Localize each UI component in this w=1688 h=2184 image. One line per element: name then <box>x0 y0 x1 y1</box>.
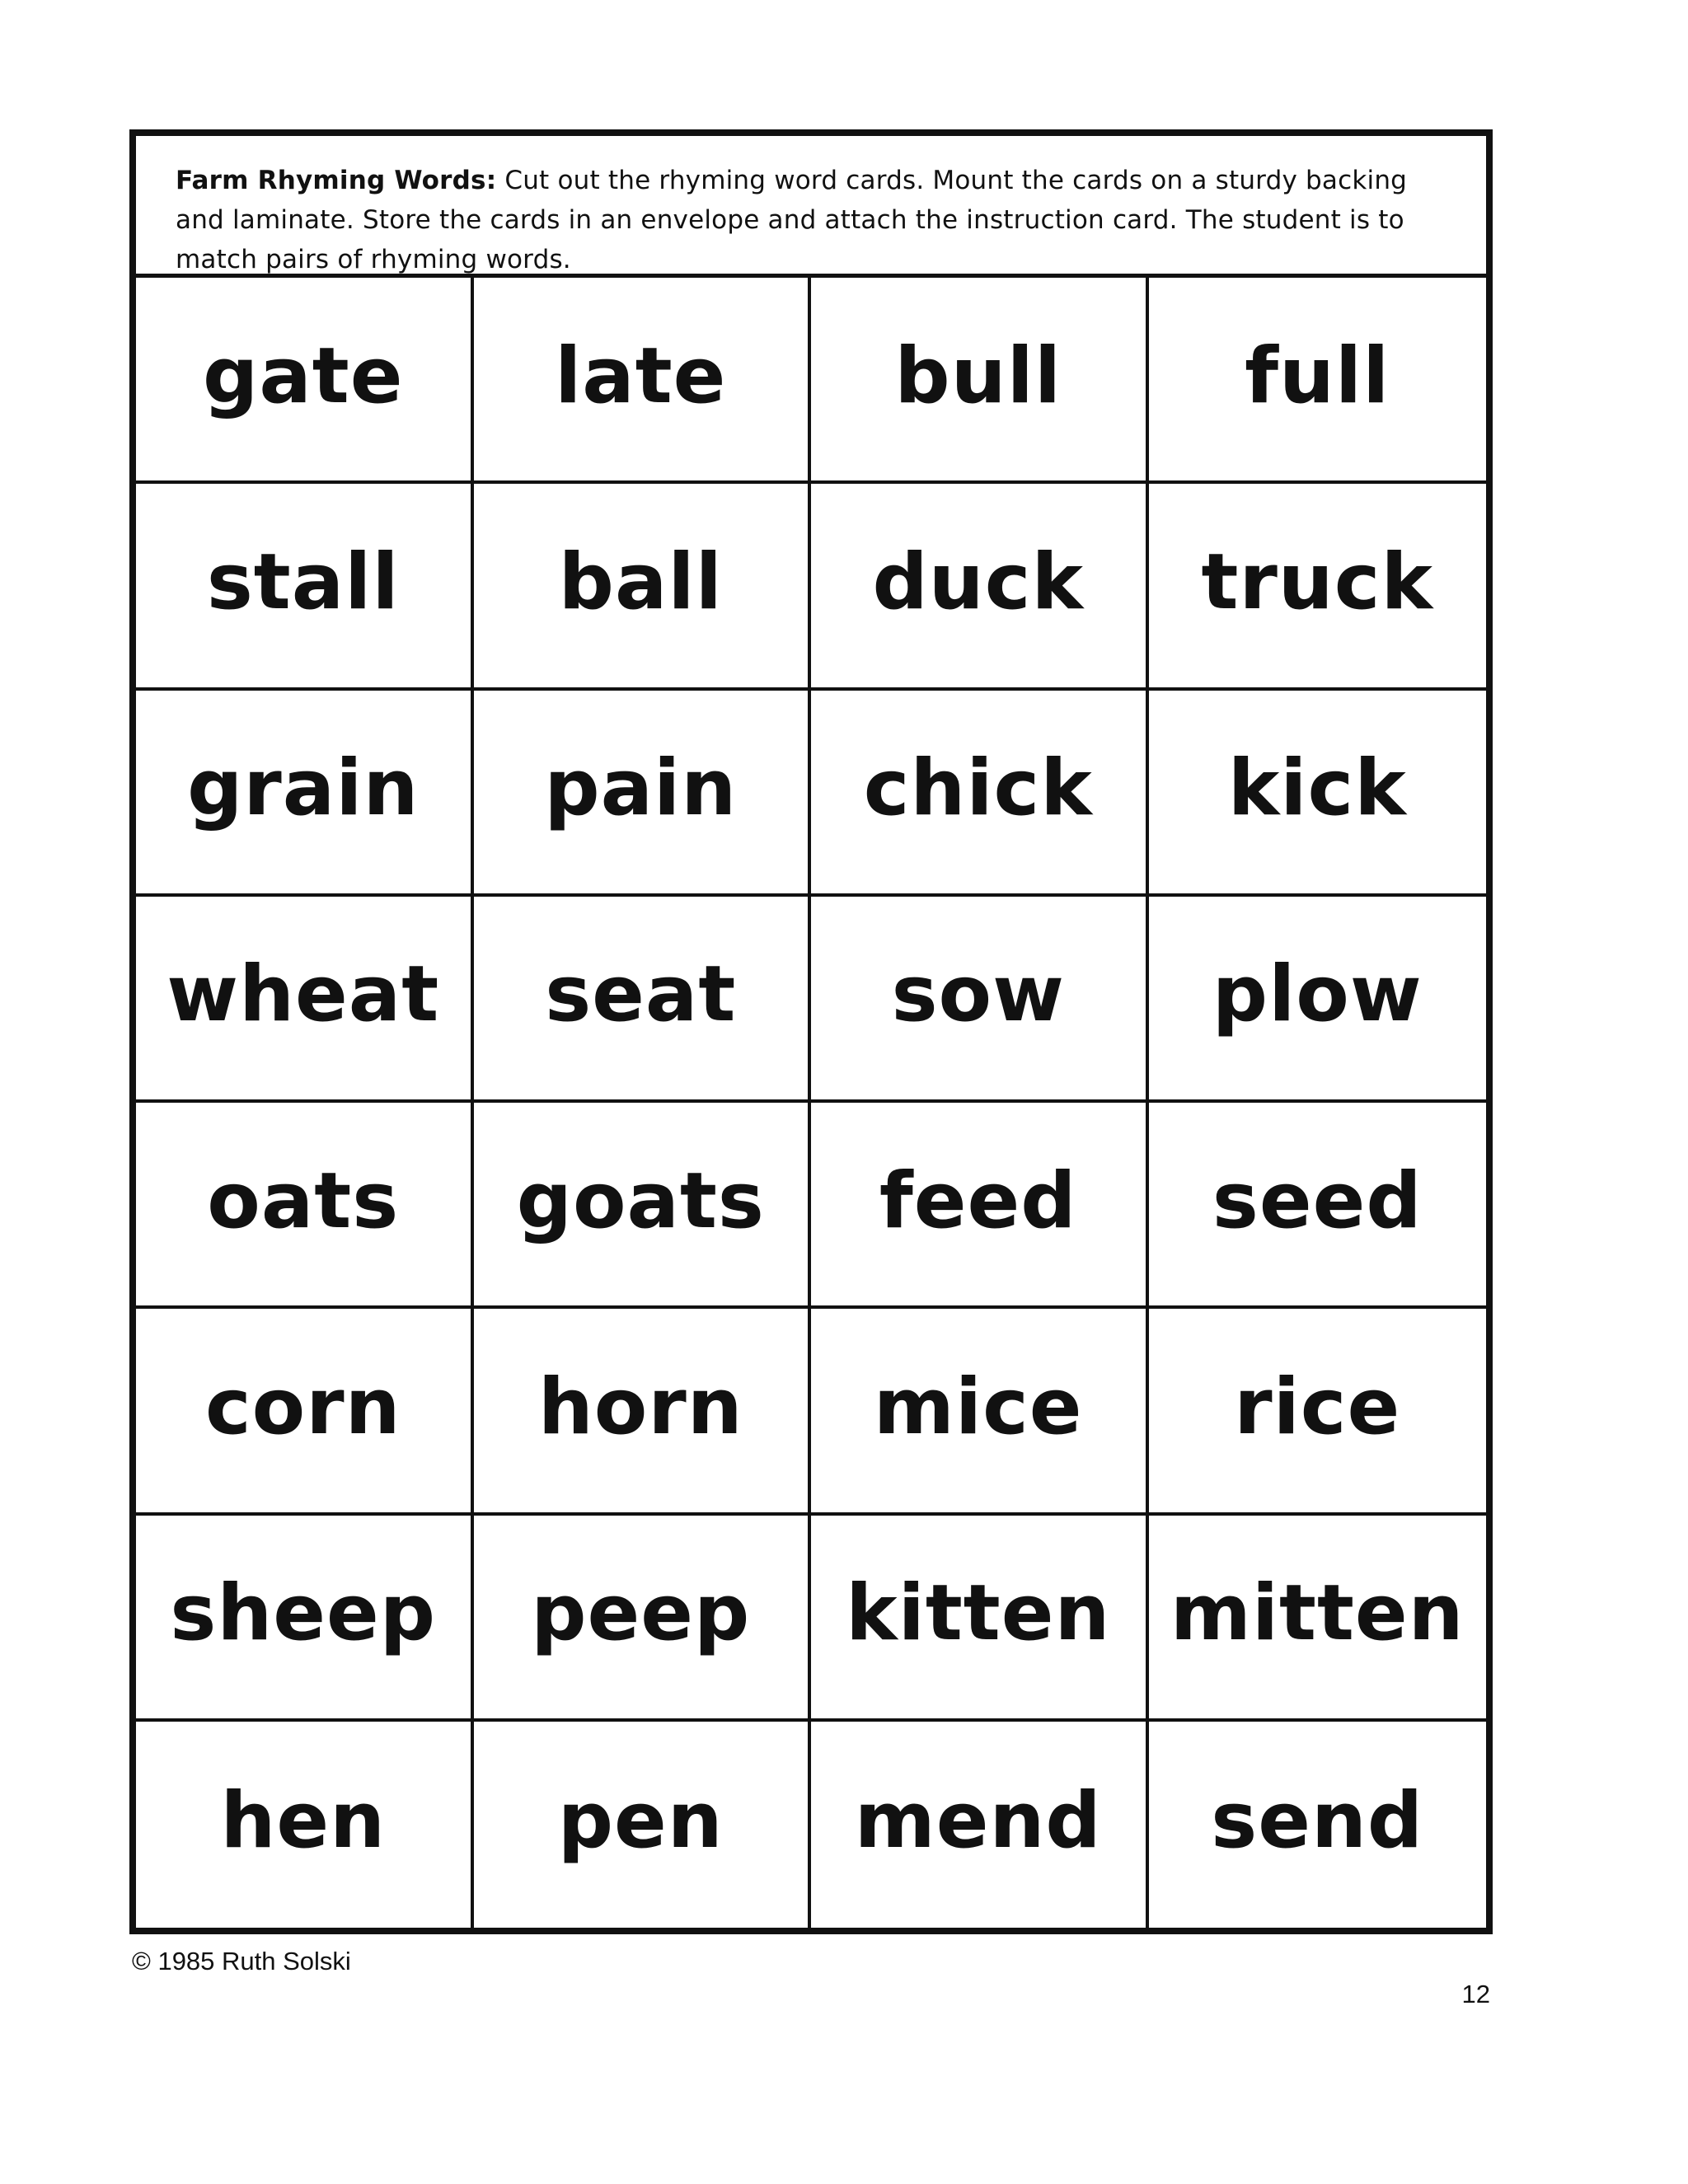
word-card: pain <box>474 691 812 897</box>
instructions-box <box>136 136 1486 278</box>
worksheet-sheet <box>129 129 1493 1934</box>
word-card: send <box>1211 1776 1424 1867</box>
word-card: kitten <box>811 1516 1149 1722</box>
word-card: corn <box>136 1309 474 1515</box>
word-card: full <box>1149 278 1487 484</box>
word-card: gate <box>136 278 474 484</box>
word-card: rice <box>1149 1309 1487 1515</box>
word-card: mice <box>811 1309 1149 1515</box>
word-card: pen <box>474 1722 812 1928</box>
word-card: mend <box>811 1722 1149 1928</box>
word-card: wheat <box>136 897 474 1103</box>
word-card: feed <box>811 1103 1149 1309</box>
word-card: late <box>474 278 812 484</box>
word-card: plow <box>1149 897 1487 1103</box>
word-card: sow <box>811 897 1149 1103</box>
word-card: truck <box>1149 484 1487 690</box>
word-card: stall <box>136 484 474 690</box>
word-card: ball <box>474 484 812 690</box>
word-card: bull <box>811 278 1149 484</box>
word-card: seat <box>474 897 812 1103</box>
word-card: seed <box>1149 1103 1487 1309</box>
word-card: mitten <box>1149 1516 1487 1722</box>
word-card: grain <box>136 691 474 897</box>
word-card: sheep <box>136 1516 474 1722</box>
page-number: 12 <box>1461 1980 1490 2008</box>
word-card: hen <box>136 1722 474 1928</box>
word-card: oats <box>136 1103 474 1309</box>
word-card-grid <box>136 278 1486 1928</box>
word-card: kick <box>1149 691 1487 897</box>
instructions-title: Farm Rhyming Words: <box>176 166 497 195</box>
word-card: chick <box>811 691 1149 897</box>
word-card: horn <box>474 1309 812 1515</box>
word-card: peep <box>474 1516 812 1722</box>
copyright-notice: © 1985 Ruth Solski <box>132 1947 351 1975</box>
instructions-text: Cut out the rhyming word cards. Mount the cards on a sturdy backing and laminate. Store the cards in an envelope and attach the instruction card. The student is to match pairs of rhyming words. <box>176 166 1408 274</box>
word-card: goats <box>474 1103 812 1309</box>
word-card: duck <box>811 484 1149 690</box>
